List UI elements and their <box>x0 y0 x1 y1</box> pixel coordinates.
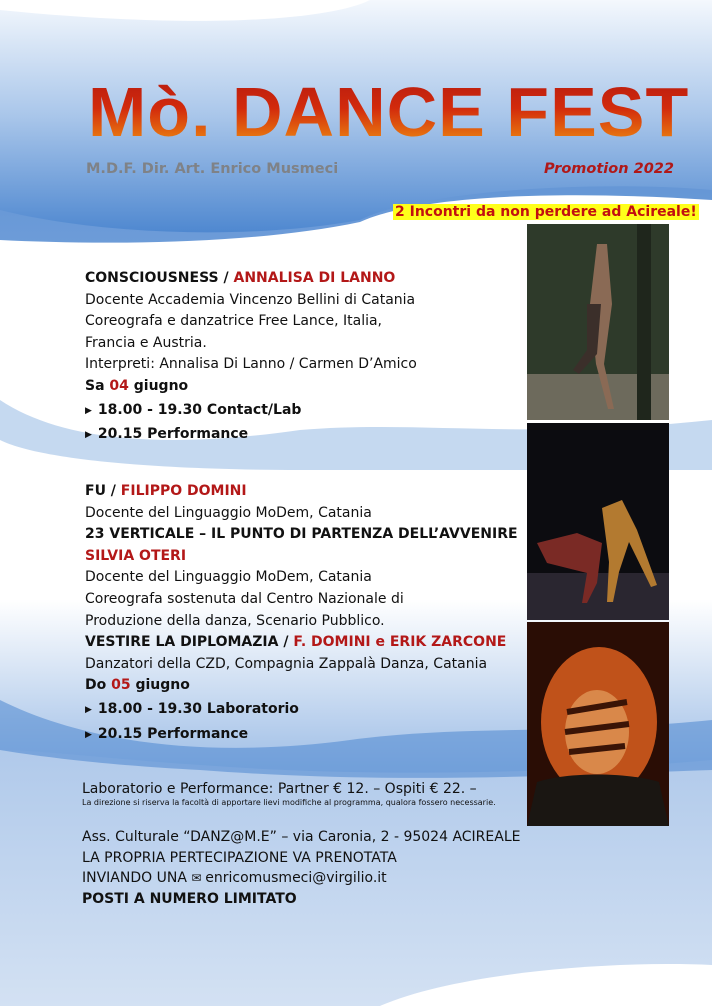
event-1-artist: ANNALISA DI LANNO <box>233 270 396 286</box>
arrow-right-icon: ▶ <box>85 405 92 416</box>
arrow-right-icon: ▶ <box>85 704 92 715</box>
event-1-line: Coreografa e danzatrice Free Lance, Italia, <box>85 313 383 330</box>
promotion-label: Promotion 2022 <box>544 161 674 177</box>
dancer-photo-2 <box>527 423 669 620</box>
address: Ass. Culturale “DANZ@M.E” – via Caronia, 2 - 95024 ACIREALE <box>82 829 521 845</box>
schedule-item: ▶ 18.00 - 19.30 Laboratorio <box>85 700 299 717</box>
schedule-item: ▶ 18.00 - 19.30 Contact/Lab <box>85 401 302 418</box>
event-2: FU / FILIPPO DOMINI Docente del Linguaggio MoDem, Catania 23 VERTICALE – IL PUNTO DI PARTENZA DELL’AVVENIRE SILVIA OTERI Docente del Linguaggio MoDem, Catania Coreografa sostenuta dal Centro Nazionale di Produzione della danza, Scenario Pubblico. VESTIRE LA DIPLOMAZIA / F. DOMINI e ERIK ZARCONE Danzatori della CZD, Compagnia Zappalà Danza, Catania Do 05 giugno ▶ 18.00 - 19.30 Laboratorio ▶ 20.15 Performance <box>85 481 518 746</box>
arrow-right-icon: ▶ <box>85 430 92 441</box>
page-title: Mò. DANCE FEST <box>88 73 690 151</box>
highlight-banner: 2 Incontri da non perdere ad Acireale! <box>395 204 697 220</box>
event-1 <box>85 268 417 447</box>
limited-seats: POSTI A NUMERO LIMITATO <box>82 890 297 907</box>
disclaimer: La direzione si riserva la facoltà di apportare lievi modifiche al programma, qualora fossero necessarie. <box>82 798 496 807</box>
event-1-line: Interpreti: Annalisa Di Lanno / Carmen D’Amico <box>85 356 417 373</box>
event-1-line: Francia e Austria. <box>85 334 207 351</box>
email-link[interactable]: enricomusmeci@virgilio.it <box>205 870 387 886</box>
schedule-item: ▶ 20.15 Performance <box>85 725 249 742</box>
schedule-item: ▶ 20.15 Performance <box>85 426 249 443</box>
subtitle: M.D.F. Dir. Art. Enrico Musmeci <box>86 161 339 177</box>
arrow-right-icon: ▶ <box>85 729 92 740</box>
email-icon: ✉ <box>191 871 206 885</box>
event-1-line: Docente Accademia Vincenzo Bellini di Catania <box>85 291 416 308</box>
prices: Laboratorio e Performance: Partner € 12. – Ospiti € 22. – <box>82 781 477 797</box>
event-1-title: CONSCIOUSNESS / <box>85 270 234 286</box>
event-2-date: Do 05 giugno <box>85 677 190 694</box>
footer: Laboratorio e Performance: Partner € 12. – Ospiti € 22. – La direzione si riserva la facoltà di apportare lievi modifiche al programma, qualora fossero necessarie. Ass. Culturale “DANZ@M.E” – via Caronia, 2 - 95024 ACIREALE LA PROPRIA PERTECIPAZIONE VA PRENOTATA INVIANDO UNA ✉ enricomusmeci@virgilio.it POSTI A NUMERO LIMITATO <box>82 781 520 909</box>
dancer-photo-1 <box>527 224 669 420</box>
dancer-photo-3 <box>527 622 669 826</box>
booking-text: LA PROPRIA PERTECIPAZIONE VA PRENOTATA <box>82 849 397 866</box>
event-1-date: Sa 04 giugno <box>85 377 189 394</box>
